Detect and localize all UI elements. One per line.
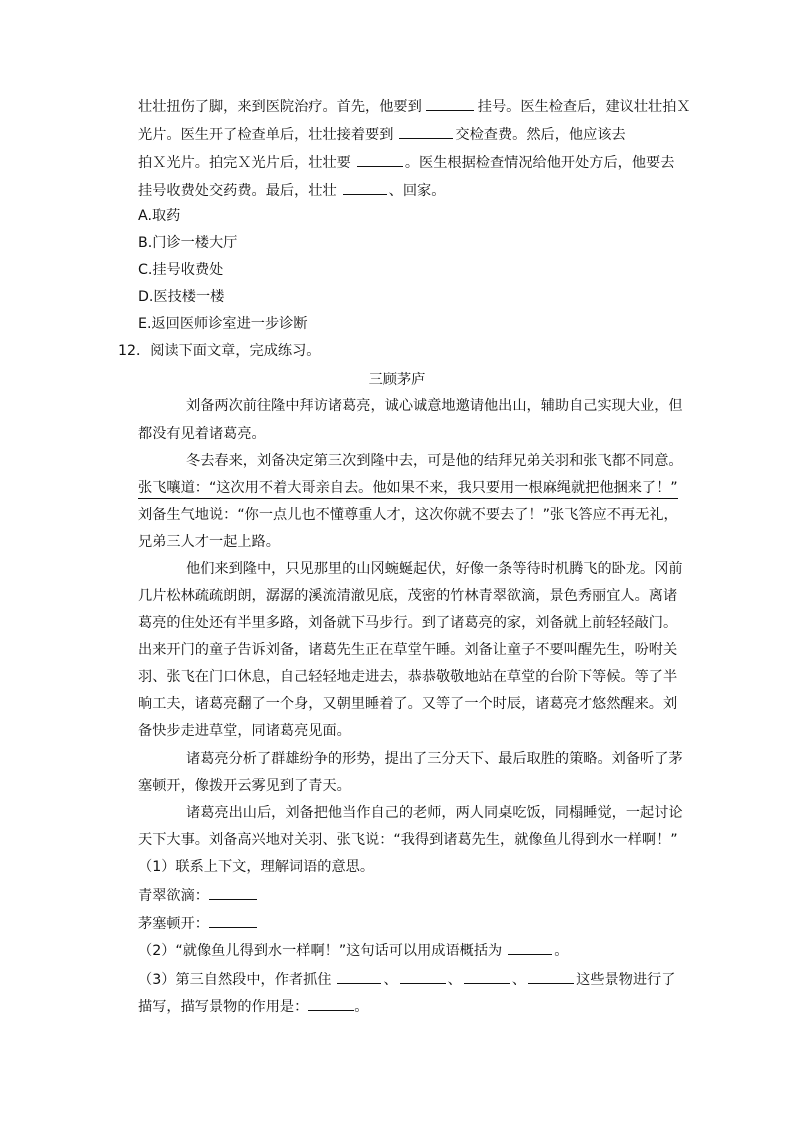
answer-blank [464, 969, 510, 984]
passage-line-3 [138, 152, 674, 173]
text: 。 [554, 943, 569, 959]
text: 这些景物进行了 [576, 972, 676, 988]
paragraph-2-line-underlined: 张飞嚷道：“这次用不着大哥亲自去。他如果不来，我只要用一根麻绳就把他捆来了！” [138, 478, 678, 499]
option-b: B.门诊一楼大厅 [138, 235, 238, 251]
text: 、 [511, 972, 527, 988]
subquestion-1-item-b [138, 913, 257, 934]
text: 挂号收费处交药费。最后，壮壮 [138, 183, 337, 199]
text: 、 [447, 972, 462, 988]
passage-line-2 [138, 124, 626, 145]
paragraph-1-line: 刘备两次前往隆中拜访诸葛亮，诚心诚意地邀请他出山，辅助自己实现大业，但 [186, 398, 683, 414]
option-c: C.挂号收费处 [138, 262, 224, 278]
subquestion-1-item-a [138, 885, 257, 906]
text: 、回家。 [388, 183, 446, 199]
answer-blank [337, 969, 381, 984]
option-e: E.返回医师诊室进一步诊断 [138, 316, 308, 332]
text: 青翠欲滴： [138, 888, 209, 904]
answer-blank [426, 96, 474, 111]
text: 茅塞顿开： [138, 916, 209, 932]
paragraph-2-line: 冬去春来，刘备决定第三次到隆中去，可是他的结拜兄弟关羽和张飞都不同意。 [186, 453, 683, 469]
option-a: A.取药 [138, 208, 181, 224]
text: 、 [383, 972, 398, 988]
text: 拍Ｘ光片。拍完Ｘ光片后，壮壮要 [138, 155, 351, 171]
text: 。医生根据检查情况给他开处方后，他要去 [404, 155, 675, 171]
answer-blank [209, 885, 257, 900]
subquestion-3 [138, 969, 675, 990]
paragraph-3-line: 羽、张飞在门口休息，自己轻轻地走进去，恭恭敬敬地站在草堂的台阶下等候。等了半 [138, 669, 678, 685]
answer-blank [357, 152, 403, 167]
text: 。 [354, 999, 369, 1015]
question-12-stem: 12．阅读下面文章，完成练习。 [118, 343, 321, 359]
answer-blank [528, 969, 574, 984]
paragraph-3-line: 几片松林疏疏朗朗，潺潺的溪流清澈见底，茂密的竹林青翠欲滴，景色秀丽宜人。离诸 [138, 588, 678, 604]
paragraph-5-line: 诸葛亮出山后，刘备把他当作自己的老师，两人同桌吃饭，同榻睡觉，一起讨论 [186, 805, 683, 821]
text: 挂号。医生检查后，建议壮壮拍Ｘ [477, 99, 691, 115]
paragraph-4-line: 诸葛亮分析了群雄纷争的形势，提出了三分天下、最后取胜的策略。刘备听了茅 [186, 751, 683, 767]
paragraph-3-line: 晌工夫，诸葛亮翻了一个身，又朝里睡着了。又等了一个时辰，诸葛亮才悠然醒来。刘 [138, 696, 678, 712]
passage-line-4 [138, 180, 445, 201]
answer-blank [308, 996, 354, 1011]
paragraph-1-line: 都没有见着诸葛亮。 [138, 426, 266, 442]
answer-blank [399, 124, 453, 139]
subquestion-2 [138, 940, 568, 961]
text: 壮壮扭伤了脚，来到医院治疗。首先，他要到 [138, 99, 422, 115]
paragraph-5-line: 天下大事。刘备高兴地对关羽、张飞说：“我得到诸葛先生，就像鱼儿得到水一样啊！” [138, 832, 678, 848]
subquestion-1: （1）联系上下文，理解词语的意思。 [138, 859, 375, 875]
subquestion-3-line-2 [138, 996, 368, 1017]
text: 描写，描写景物的作用是： [138, 999, 309, 1015]
answer-blank [343, 180, 387, 195]
paragraph-2-line: 刘备生气地说：“你一点儿也不懂尊重人才，这次你就不要去了！”张飞答应不再无礼， [138, 507, 678, 523]
paragraph-3-line: 他们来到隆中，只见那里的山冈蜿蜒起伏，好像一条等待时机腾飞的卧龙。冈前 [186, 561, 683, 577]
paragraph-3-line: 葛亮的住处还有半里多路，刘备就下马步行。到了诸葛亮的家，刘备就上前轻轻敲门。 [138, 615, 678, 631]
paragraph-3-line: 备快步走进草堂，同诸葛亮见面。 [138, 723, 351, 739]
text: （2）“就像鱼儿得到水一样啊！”这句话可以用成语概括为 [138, 943, 503, 959]
answer-blank [508, 940, 552, 955]
paragraph-3-line: 出来开门的童子告诉刘备，诸葛先生正在草堂午睡。刘备让童子不要叫醒先生，吩咐关 [138, 642, 678, 658]
option-d: D.医技楼一楼 [138, 289, 225, 305]
text: 交检查费。然后，他应该去 [455, 127, 626, 143]
passage-line-1 [138, 96, 691, 117]
answer-blank [400, 969, 446, 984]
text: 光片。医生开了检查单后，壮壮接着要到 [138, 127, 394, 143]
article-title: 三顾茅庐 [368, 372, 426, 388]
answer-blank [209, 913, 257, 928]
paragraph-2-line: 兄弟三人才一起上路。 [138, 534, 280, 550]
text: （3）第三自然段中，作者抓住 [138, 972, 332, 988]
paragraph-4-line: 塞顿开，像拨开云雾见到了青天。 [138, 778, 351, 794]
